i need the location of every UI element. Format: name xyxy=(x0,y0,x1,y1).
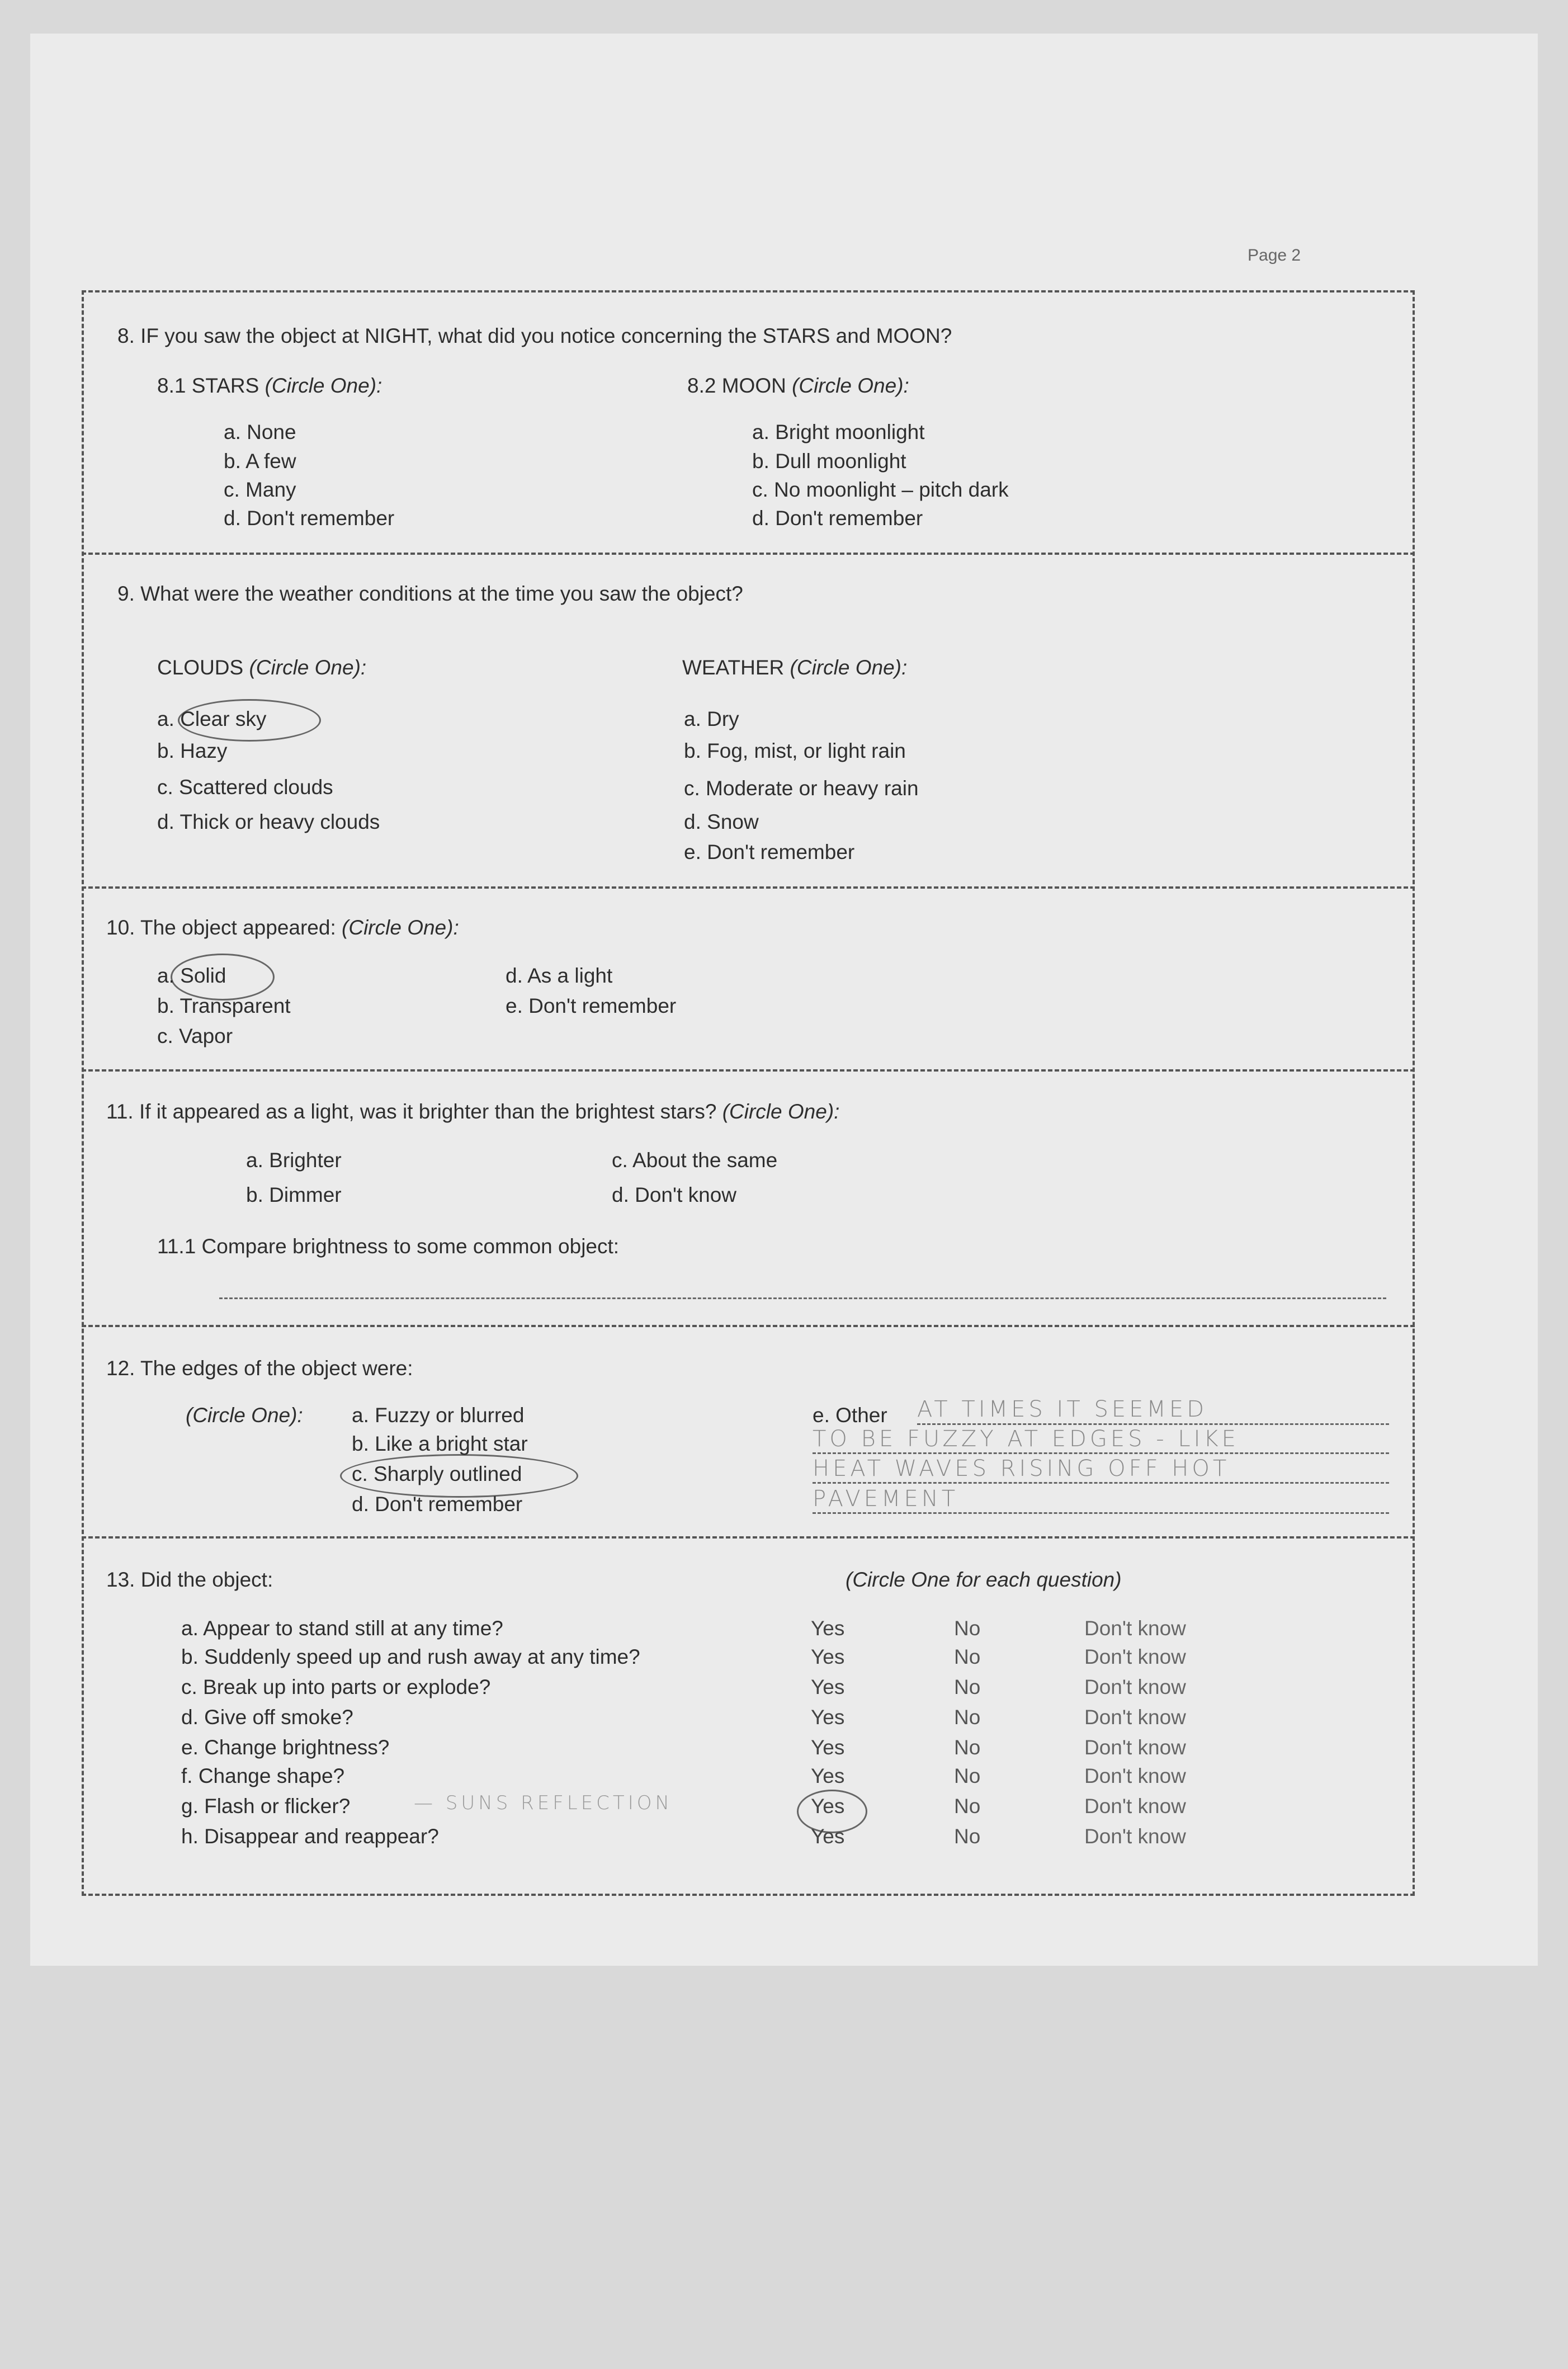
edges-option: d. Don't remember xyxy=(352,1493,523,1516)
section-divider xyxy=(82,1069,1415,1072)
q13-yes-option: Yes xyxy=(811,1795,845,1818)
appearance-option: b. Transparent xyxy=(157,994,291,1017)
q13-item-label: f. Change shape? xyxy=(181,1764,345,1787)
q11-question xyxy=(106,1101,839,1122)
brightness-answer-line[interactable] xyxy=(219,1297,1386,1299)
moon-option: a. Bright moonlight xyxy=(752,421,925,443)
q13-item-label: b. Suddenly speed up and rush away at any time? xyxy=(181,1645,640,1668)
weather-label: WEATHER xyxy=(682,656,785,679)
moon-instruction: (Circle One): xyxy=(792,374,909,397)
q13-no-option: No xyxy=(954,1617,981,1640)
brightness-option: d. Don't know xyxy=(612,1183,737,1206)
q13-yes-option: Yes xyxy=(811,1676,845,1698)
weather-option: c. Moderate or heavy rain xyxy=(684,777,919,800)
q8-question: 8. IF you saw the object at NIGHT, what did you notice concerning the STARS and MOON? xyxy=(117,324,952,347)
stars-label: 8.1 STARS xyxy=(157,374,259,397)
q13-dont-know-option: Don't know xyxy=(1084,1645,1186,1668)
q12-question: 12. The edges of the object were: xyxy=(106,1357,413,1380)
other-answer-line[interactable] xyxy=(813,1482,1389,1484)
q10-instruction: (Circle One): xyxy=(342,916,459,939)
other-answer-line[interactable] xyxy=(917,1423,1389,1425)
q13-dont-know-option: Don't know xyxy=(1084,1706,1186,1729)
q13-no-option: No xyxy=(954,1795,981,1818)
edges-option: a. Fuzzy or blurred xyxy=(352,1404,525,1427)
weather-option: b. Fog, mist, or light rain xyxy=(684,739,906,762)
clouds-option: b. Hazy xyxy=(157,739,228,762)
moon-label: 8.2 MOON xyxy=(687,374,786,397)
appearance-option: a. Solid xyxy=(157,964,226,987)
q8-moon-heading xyxy=(687,375,909,396)
section-divider xyxy=(82,1536,1415,1539)
q13-yes-option: Yes xyxy=(811,1736,845,1759)
q13-yes-option: Yes xyxy=(811,1617,845,1640)
q11-instruction: (Circle One): xyxy=(722,1100,840,1123)
section-divider xyxy=(82,886,1415,889)
brightness-option: a. Brighter xyxy=(246,1149,342,1172)
q12-instruction: (Circle One): xyxy=(186,1404,303,1427)
stars-option: b. A few xyxy=(224,450,296,473)
q10-text: 10. The object appeared: xyxy=(106,916,336,939)
q13-yes-option: Yes xyxy=(811,1825,845,1848)
weather-option: a. Dry xyxy=(684,707,739,730)
brightness-option: b. Dimmer xyxy=(246,1183,342,1206)
q13-dont-know-option: Don't know xyxy=(1084,1795,1186,1818)
q13-item-label: a. Appear to stand still at any time? xyxy=(181,1617,503,1640)
section-divider xyxy=(82,1325,1415,1327)
q13-item-label: d. Give off smoke? xyxy=(181,1706,353,1729)
q13-item-label: g. Flash or flicker? xyxy=(181,1795,351,1818)
appearance-option: c. Vapor xyxy=(157,1025,233,1047)
moon-option: d. Don't remember xyxy=(752,507,923,530)
q13-item-label: h. Disappear and reappear? xyxy=(181,1825,439,1848)
q13-dont-know-option: Don't know xyxy=(1084,1617,1186,1640)
q13-question: 13. Did the object: xyxy=(106,1568,273,1591)
q12-other-label: e. Other xyxy=(813,1404,887,1427)
handwritten-answer-line: PAVEMENT xyxy=(813,1486,959,1512)
q13-no-option: No xyxy=(954,1706,981,1729)
weather-option: d. Snow xyxy=(684,810,759,833)
stars-option: c. Many xyxy=(224,478,296,501)
q13-dont-know-option: Don't know xyxy=(1084,1676,1186,1698)
handwritten-answer-line: TO BE FUZZY AT EDGES - LIKE xyxy=(813,1426,1239,1452)
clouds-option: d. Thick or heavy clouds xyxy=(157,810,380,833)
handwritten-note: — SUNS REFLECTION xyxy=(414,1792,673,1814)
weather-option: e. Don't remember xyxy=(684,841,855,863)
q13-dont-know-option: Don't know xyxy=(1084,1825,1186,1848)
moon-option: c. No moonlight – pitch dark xyxy=(752,478,1009,501)
q13-no-option: No xyxy=(954,1764,981,1787)
moon-option: b. Dull moonlight xyxy=(752,450,906,473)
q13-no-option: No xyxy=(954,1736,981,1759)
q13-yes-option: Yes xyxy=(811,1645,845,1668)
section-divider xyxy=(82,553,1415,555)
other-answer-line[interactable] xyxy=(813,1512,1389,1514)
q13-no-option: No xyxy=(954,1645,981,1668)
q13-no-option: No xyxy=(954,1825,981,1848)
q13-item-label: c. Break up into parts or explode? xyxy=(181,1676,491,1698)
q9-question: 9. What were the weather conditions at the time you saw the object? xyxy=(117,582,743,605)
edges-option: c. Sharply outlined xyxy=(352,1462,522,1485)
q13-dont-know-option: Don't know xyxy=(1084,1764,1186,1787)
other-answer-line[interactable] xyxy=(813,1452,1389,1454)
clouds-option: a. Clear sky xyxy=(157,707,267,730)
appearance-option: e. Don't remember xyxy=(506,994,677,1017)
q13-item-label: e. Change brightness? xyxy=(181,1736,390,1759)
stars-option: d. Don't remember xyxy=(224,507,395,530)
clouds-option: c. Scattered clouds xyxy=(157,776,333,799)
stars-instruction: (Circle One): xyxy=(265,374,382,397)
q13-yes-option: Yes xyxy=(811,1764,845,1787)
appearance-option: d. As a light xyxy=(506,964,613,987)
q10-question xyxy=(106,917,459,938)
clouds-instruction: (Circle One): xyxy=(249,656,367,679)
page-number: Page 2 xyxy=(1248,246,1301,265)
q13-dont-know-option: Don't know xyxy=(1084,1736,1186,1759)
q13-instruction: (Circle One for each question) xyxy=(846,1568,1122,1591)
q11-sub-question: 11.1 Compare brightness to some common object: xyxy=(157,1235,620,1258)
brightness-option: c. About the same xyxy=(612,1149,778,1172)
q11-text: 11. If it appeared as a light, was it brighter than the brightest stars? xyxy=(106,1100,717,1123)
q13-no-option: No xyxy=(954,1676,981,1698)
q9-clouds-heading xyxy=(157,657,366,678)
clouds-label: CLOUDS xyxy=(157,656,244,679)
q9-weather-heading xyxy=(682,657,907,678)
handwritten-answer-line: HEAT WAVES RISING OFF HOT xyxy=(813,1456,1230,1481)
edges-option: b. Like a bright star xyxy=(352,1432,528,1455)
handwritten-answer-line: AT TIMES IT SEEMED xyxy=(917,1396,1207,1422)
stars-option: a. None xyxy=(224,421,296,443)
q13-yes-option: Yes xyxy=(811,1706,845,1729)
weather-instruction: (Circle One): xyxy=(790,656,908,679)
q8-stars-heading xyxy=(157,375,382,396)
